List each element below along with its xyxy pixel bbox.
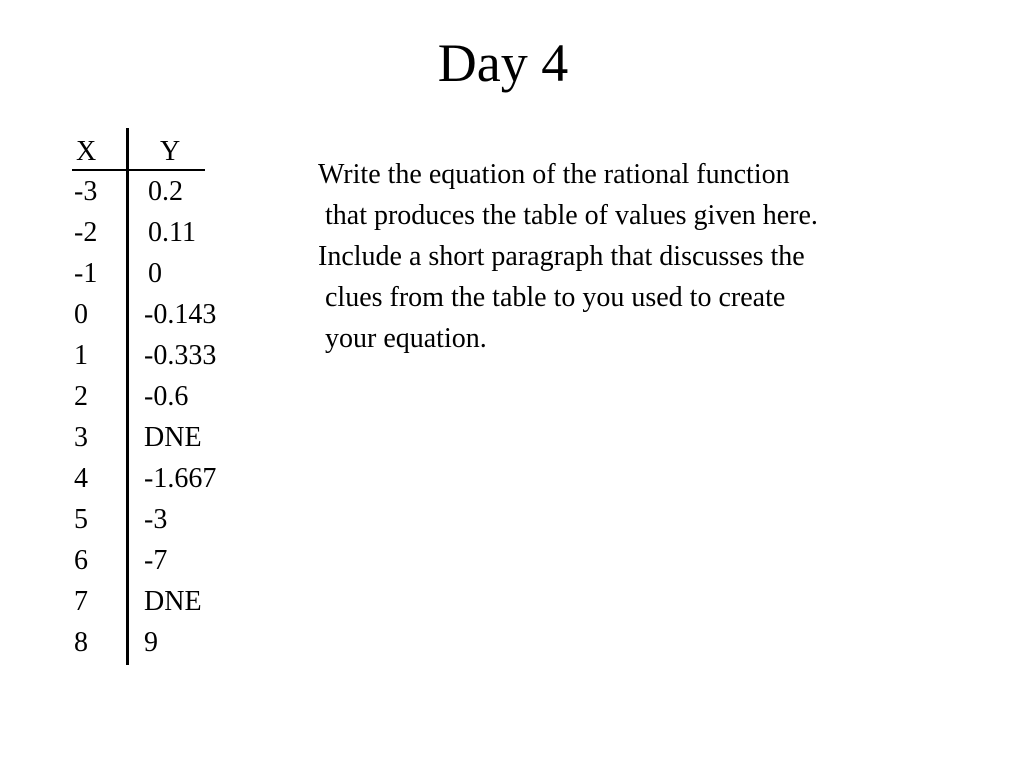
table-y-cell: -3	[144, 504, 168, 535]
table-header-y: Y	[160, 136, 181, 167]
table-header-x: X	[76, 136, 97, 167]
table-x-cell: 3	[74, 422, 88, 453]
table-x-cell: 1	[74, 340, 88, 371]
table-x-cell: 7	[74, 586, 88, 617]
instructions-line: clues from the table to you used to create	[318, 282, 786, 313]
table-y-cell: -0.6	[144, 381, 189, 412]
values-table	[0, 0, 300, 700]
table-header-underline	[72, 169, 205, 171]
instructions-line: your equation.	[318, 323, 487, 354]
table-x-cell: -3	[74, 176, 98, 207]
instructions-line: Write the equation of the rational function	[318, 159, 790, 190]
table-x-cell: -2	[74, 217, 98, 248]
table-y-cell: -7	[144, 545, 168, 576]
instructions-line: Include a short paragraph that discusses the	[318, 241, 805, 272]
table-y-cell: -1.667	[144, 463, 217, 494]
table-y-cell: 0.11	[148, 217, 196, 248]
table-y-cell: DNE	[144, 586, 202, 617]
instructions-line: that produces the table of values given here.	[318, 200, 818, 231]
table-x-cell: 2	[74, 381, 88, 412]
table-x-cell: 8	[74, 627, 88, 658]
table-x-cell: -1	[74, 258, 98, 289]
table-y-cell: 0	[148, 258, 162, 289]
table-x-cell: 5	[74, 504, 88, 535]
table-vertical-divider	[126, 128, 129, 665]
table-y-cell: 0.2	[148, 176, 183, 207]
table-y-cell: -0.333	[144, 340, 217, 371]
table-x-cell: 4	[74, 463, 88, 494]
table-y-cell: -0.143	[144, 299, 217, 330]
table-y-cell: 9	[144, 627, 158, 658]
table-y-cell: DNE	[144, 422, 202, 453]
slide-title: Day 4	[437, 33, 569, 93]
table-x-cell: 0	[74, 299, 88, 330]
instructions-text	[318, 154, 998, 359]
table-x-cell: 6	[74, 545, 88, 576]
